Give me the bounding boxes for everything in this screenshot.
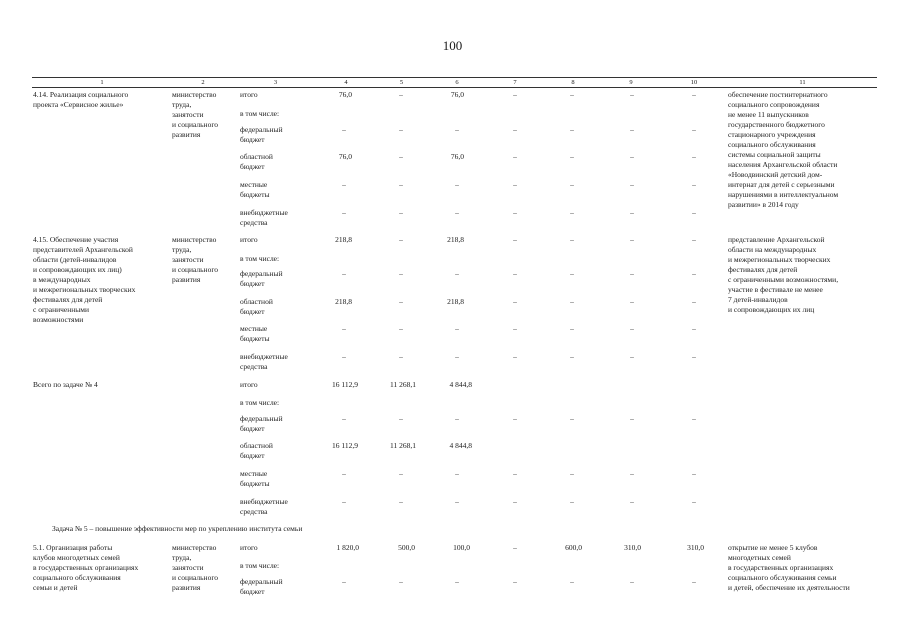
value-cell: – xyxy=(570,235,574,244)
row-label-regional: областной бюджет xyxy=(240,152,273,171)
value-cell: – xyxy=(342,352,346,361)
value-cell: – xyxy=(692,269,696,278)
task4-total-label: Всего по задаче № 4 xyxy=(33,380,98,389)
value-cell: – xyxy=(630,208,634,217)
value-cell: 4 844,8 xyxy=(449,441,472,450)
measure-5-1-executor: министерство труда, занятости и социального развития xyxy=(172,543,218,592)
value-cell: 218,8 xyxy=(335,235,352,244)
value-cell: – xyxy=(399,180,403,189)
value-cell: – xyxy=(692,414,696,423)
row-label-extra: внебюджетные средства xyxy=(240,208,288,227)
value-cell: – xyxy=(399,297,403,306)
value-cell: – xyxy=(570,269,574,278)
row-label-total: итого xyxy=(240,90,258,99)
value-cell: 76,0 xyxy=(338,90,352,99)
value-cell: – xyxy=(399,152,403,161)
value-cell: – xyxy=(692,125,696,134)
value-cell: – xyxy=(692,352,696,361)
value-cell: – xyxy=(342,125,346,134)
row-label-local: местные бюджеты xyxy=(240,180,270,199)
value-cell: 310,0 xyxy=(687,543,704,552)
value-cell: 218,8 xyxy=(447,235,464,244)
value-cell: – xyxy=(630,577,634,586)
measure-4-15-name: 4.15. Обеспечение участия представителей Архангельской области (детей-инвалидов и сопровождающих их лиц) в международных и межрегиональных творческих фестивалях для детей с ограниченными возможностями xyxy=(33,235,136,324)
value-cell: – xyxy=(570,577,574,586)
value-cell: – xyxy=(692,497,696,506)
measure-5-1-name: 5.1. Организация работы клубов многодетных семей в государственных организациях социального обслуживания семьи и детей xyxy=(33,543,139,592)
value-cell: – xyxy=(455,469,459,478)
value-cell: – xyxy=(570,152,574,161)
value-cell: – xyxy=(399,577,403,586)
value-cell: – xyxy=(630,269,634,278)
value-cell: – xyxy=(570,324,574,333)
value-cell: – xyxy=(513,90,517,99)
value-cell: – xyxy=(630,235,634,244)
value-cell: – xyxy=(513,180,517,189)
row-label-extra: внебюджетные средства xyxy=(240,352,288,371)
value-cell: – xyxy=(630,90,634,99)
measure-4-15-result: представление Архангельской области на международных и межрегиональных творческих фестивалях для детей с ограниченными возможностями, участие в фестивале не менее 7 детей-инвалидов и сопровождающих их лиц xyxy=(728,235,839,314)
value-cell: – xyxy=(513,269,517,278)
value-cell: 11 268,1 xyxy=(390,380,416,389)
value-cell: 310,0 xyxy=(624,543,641,552)
value-cell: – xyxy=(570,469,574,478)
value-cell: – xyxy=(513,324,517,333)
value-cell: – xyxy=(513,152,517,161)
value-cell: – xyxy=(455,352,459,361)
value-cell: – xyxy=(399,90,403,99)
value-cell: – xyxy=(399,125,403,134)
value-cell: 16 112,9 xyxy=(332,441,358,450)
value-cell: 600,0 xyxy=(565,543,582,552)
value-cell: 100,0 xyxy=(453,543,470,552)
measure-4-14-name: 4.14. Реализация социального проекта «Сервисное жилье» xyxy=(33,90,129,109)
value-cell: – xyxy=(630,180,634,189)
value-cell: – xyxy=(399,469,403,478)
value-cell: – xyxy=(399,235,403,244)
value-cell: – xyxy=(455,577,459,586)
value-cell: – xyxy=(630,152,634,161)
value-cell: – xyxy=(399,414,403,423)
row-label-total: итого xyxy=(240,380,258,389)
col-header-6: 6 xyxy=(455,79,459,86)
row-label-extra: внебюджетные средства xyxy=(240,497,288,516)
value-cell: – xyxy=(399,208,403,217)
col-header-5: 5 xyxy=(399,79,404,86)
value-cell: – xyxy=(630,125,634,134)
value-cell: 16 112,9 xyxy=(332,380,358,389)
value-cell: – xyxy=(455,497,459,506)
row-label-total: итого xyxy=(240,543,258,552)
row-label-federal: федеральный бюджет xyxy=(240,414,283,433)
value-cell: – xyxy=(455,269,459,278)
value-cell: – xyxy=(342,414,346,423)
row-label-local: местные бюджеты xyxy=(240,324,270,343)
value-cell: – xyxy=(692,297,696,306)
value-cell: – xyxy=(399,497,403,506)
col-header-10: 10 xyxy=(690,79,698,86)
value-cell: – xyxy=(630,497,634,506)
value-cell: – xyxy=(630,324,634,333)
value-cell: – xyxy=(570,414,574,423)
col-header-2: 2 xyxy=(201,79,205,86)
value-cell: – xyxy=(692,469,696,478)
value-cell: 1 820,0 xyxy=(336,543,359,552)
measure-5-1-result: открытие не менее 5 клубов многодетных семей в государственных организациях социального обслуживания семьи и детей, обеспечение их деятельности xyxy=(728,543,850,592)
value-cell: 4 844,8 xyxy=(449,380,472,389)
row-label-local: местные бюджеты xyxy=(240,469,270,488)
value-cell: – xyxy=(342,269,346,278)
value-cell: – xyxy=(570,497,574,506)
value-cell: 76,0 xyxy=(450,90,464,99)
value-cell: – xyxy=(399,324,403,333)
value-cell: – xyxy=(630,469,634,478)
col-header-9: 9 xyxy=(629,79,633,86)
row-label-regional: областной бюджет xyxy=(240,441,273,460)
value-cell: – xyxy=(455,180,459,189)
value-cell: 11 268,1 xyxy=(390,441,416,450)
value-cell: – xyxy=(399,269,403,278)
row-label-incl: в том числе: xyxy=(240,561,280,570)
value-cell: 76,0 xyxy=(338,152,352,161)
row-label-incl: в том числе: xyxy=(240,109,280,118)
col-header-7: 7 xyxy=(513,79,517,86)
value-cell: – xyxy=(692,577,696,586)
row-label-federal: федеральный бюджет xyxy=(240,269,283,288)
value-cell: – xyxy=(513,208,517,217)
row-label-total: итого xyxy=(240,235,258,244)
col-header-4: 4 xyxy=(344,79,348,86)
value-cell: – xyxy=(513,577,517,586)
value-cell: – xyxy=(570,90,574,99)
value-cell: 76,0 xyxy=(450,152,464,161)
value-cell: – xyxy=(342,469,346,478)
value-cell: – xyxy=(630,352,634,361)
value-cell: – xyxy=(342,180,346,189)
col-header-1: 1 xyxy=(100,79,104,86)
value-cell: – xyxy=(455,208,459,217)
value-cell: – xyxy=(455,125,459,134)
measure-4-15-executor: министерство труда, занятости и социального развития xyxy=(172,235,218,284)
page-number: 100 xyxy=(442,38,463,53)
row-label-federal: федеральный бюджет xyxy=(240,125,283,144)
value-cell: – xyxy=(692,208,696,217)
value-cell: – xyxy=(570,352,574,361)
value-cell: – xyxy=(513,235,517,244)
row-label-incl: в том числе: xyxy=(240,398,280,407)
value-cell: – xyxy=(513,414,517,423)
value-cell: – xyxy=(692,152,696,161)
measure-4-14-result: обеспечение постинтернатного социального сопровождения не менее 11 выпускников государственного бюджетного стационарного учреждения социального обслуживания системы социальной защиты населения Архангельской области «Новодвинский детский дом- интернат для детей с серьезными нарушениями в интеллектуальном развитии» в 2014 году xyxy=(728,90,839,209)
value-cell: – xyxy=(692,324,696,333)
row-label-incl: в том числе: xyxy=(240,254,280,263)
value-cell: – xyxy=(692,235,696,244)
value-cell: 500,0 xyxy=(398,543,415,552)
value-cell: – xyxy=(399,352,403,361)
value-cell: – xyxy=(513,469,517,478)
value-cell: – xyxy=(570,180,574,189)
value-cell: – xyxy=(630,297,634,306)
value-cell: – xyxy=(692,90,696,99)
value-cell: – xyxy=(513,125,517,134)
value-cell: – xyxy=(342,208,346,217)
value-cell: – xyxy=(455,324,459,333)
value-cell: – xyxy=(513,352,517,361)
value-cell: – xyxy=(570,208,574,217)
row-label-regional: областной бюджет xyxy=(240,297,273,316)
value-cell: 218,8 xyxy=(335,297,352,306)
table-header xyxy=(32,77,877,88)
row-label-federal: федеральный бюджет xyxy=(240,577,283,596)
value-cell: 218,8 xyxy=(447,297,464,306)
col-header-8: 8 xyxy=(571,79,575,86)
value-cell: – xyxy=(342,324,346,333)
col-header-11: 11 xyxy=(799,79,806,86)
task5-heading: Задача № 5 – повышение эффективности мер по укреплению института семьи xyxy=(52,524,303,533)
value-cell: – xyxy=(342,497,346,506)
value-cell: – xyxy=(570,125,574,134)
value-cell: – xyxy=(692,180,696,189)
value-cell: – xyxy=(513,497,517,506)
value-cell: – xyxy=(630,414,634,423)
value-cell: – xyxy=(513,297,517,306)
measure-4-14-executor: министерство труда, занятости и социального развития xyxy=(172,90,218,139)
value-cell: – xyxy=(342,577,346,586)
value-cell: – xyxy=(513,543,517,552)
value-cell: – xyxy=(570,297,574,306)
col-header-3: 3 xyxy=(273,79,278,86)
value-cell: – xyxy=(455,414,459,423)
